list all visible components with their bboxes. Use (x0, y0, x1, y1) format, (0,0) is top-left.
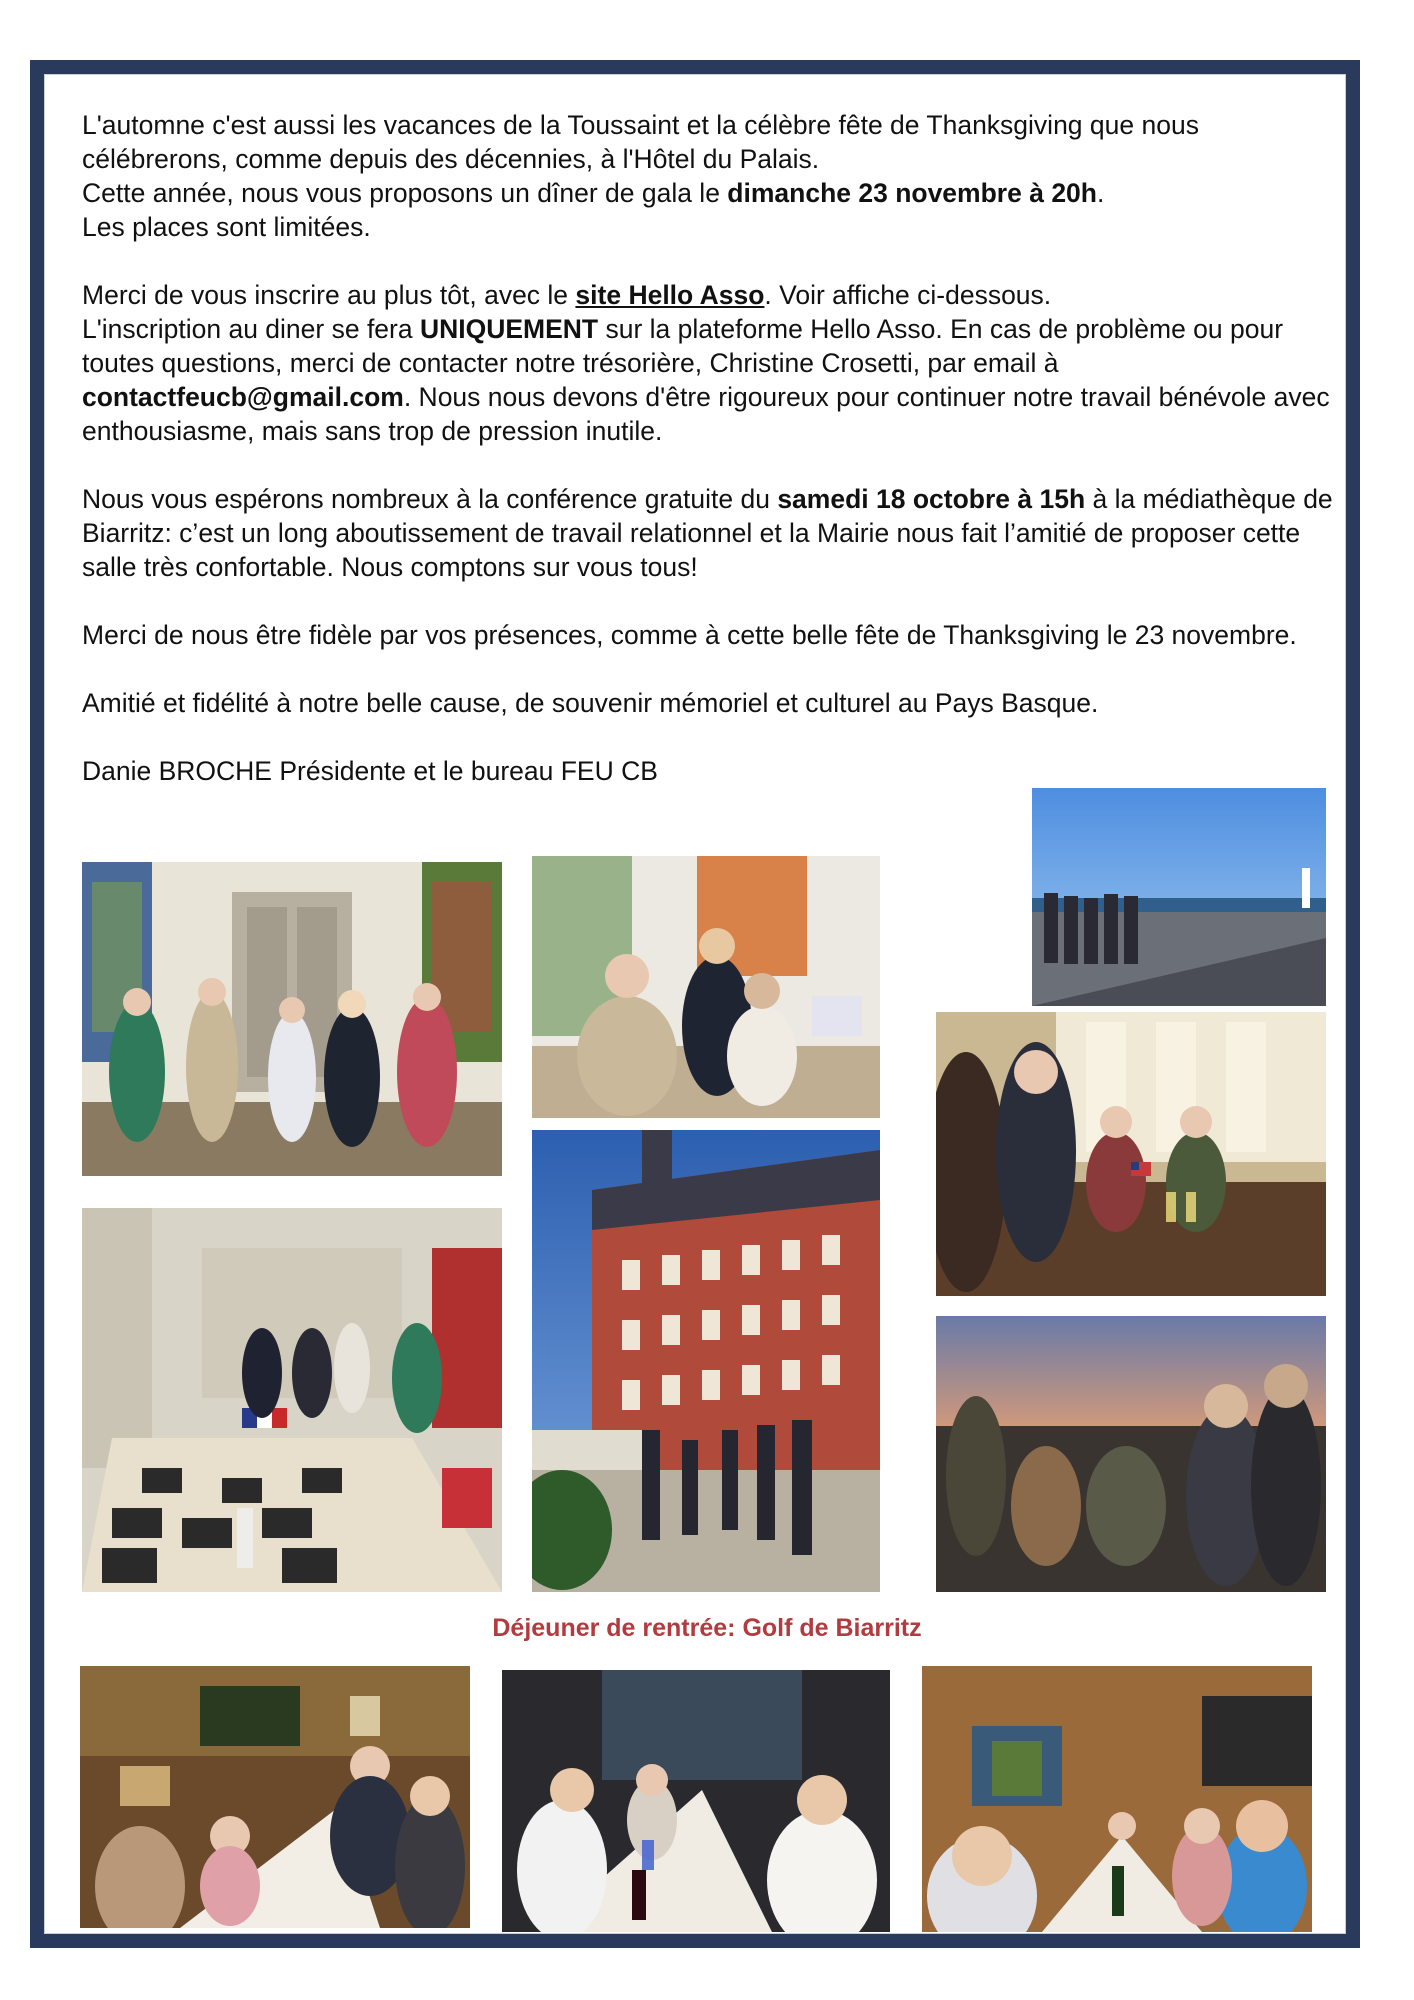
paragraph-text: Les places sont limitées. (82, 212, 371, 242)
paragraph-registration (82, 278, 1342, 448)
paragraph-text: L'automne c'est aussi les vacances de la Toussaint et la célèbre fête de Thanksgiving que nous célébrerons, comme depuis des décennies, à l'Hôtel du Palais. (82, 110, 1199, 174)
section-title-golf-lunch: Déjeuner de rentrée: Golf de Biarritz (492, 1614, 922, 1642)
contact-email[interactable]: contactfeucb@gmail.com (82, 382, 404, 412)
letter-body (82, 108, 1342, 788)
paragraph-text: Amitié et fidélité à notre belle cause, de souvenir mémoriel et culturel au Pays Basque. (82, 688, 1099, 718)
paragraph-text: à la médiathèque de Biarritz: c’est un long aboutissement de travail relationnel et la Mairie nous fait l’amitié de proposer cette salle très confortable. Nous comptons sur vous tous! (82, 484, 1333, 582)
paragraph-text: sur la plateforme Hello Asso. En cas de problème ou pour toutes questions, merci de contacter notre trésorière, Christine Crosetti, par email à (82, 314, 1284, 378)
paragraph-fidelity (82, 618, 1342, 652)
gala-date: dimanche 23 novembre à 20h (727, 178, 1097, 208)
photo-hotel-bar-flags (936, 1012, 1326, 1296)
paragraph-text: . Voir affiche ci-dessous. (764, 280, 1052, 310)
signature: Danie BROCHE Présidente et le bureau FEU CB (82, 756, 658, 786)
paragraph-friendship (82, 686, 1342, 720)
emphasis-uniquement: UNIQUEMENT (419, 314, 599, 344)
paragraph-text: Cette année, nous vous proposons un dîner de gala le (82, 178, 728, 208)
photo-hotel-du-palais-facade (532, 1130, 880, 1592)
photo-mairie-ceremony (82, 862, 502, 1176)
photo-group-terrace-sea (1032, 788, 1326, 1006)
photo-archive-room-table (82, 1208, 502, 1592)
photo-signing-room (532, 856, 880, 1118)
paragraph-thanksgiving (82, 108, 1342, 244)
photo-golf-lunch-2 (502, 1670, 890, 1932)
photo-sunset-terrace (936, 1316, 1326, 1592)
paragraph-text: Merci de nous être fidèle par vos présences, comme à cette belle fête de Thanksgiving le 23 novembre. (82, 620, 1297, 650)
paragraph-conference (82, 482, 1342, 584)
photo-golf-lunch-3 (922, 1666, 1312, 1932)
conference-date: samedi 18 octobre à 15h (777, 484, 1086, 514)
hello-asso-link[interactable]: site Hello Asso (575, 280, 765, 310)
paragraph-text: L'inscription au diner se fera (82, 314, 420, 344)
paragraph-text: Nous vous espérons nombreux à la conférence gratuite du (82, 484, 778, 514)
paragraph-text: Merci de vous inscrire au plus tôt, avec le (82, 280, 576, 310)
paragraph-text: . (1096, 178, 1105, 208)
photo-golf-lunch-1 (80, 1666, 470, 1928)
paragraph-text: . Nous nous devons d'être rigoureux pour continuer notre travail bénévole avec enthousiasme, mais sans trop de pression inutile. (82, 382, 1330, 446)
